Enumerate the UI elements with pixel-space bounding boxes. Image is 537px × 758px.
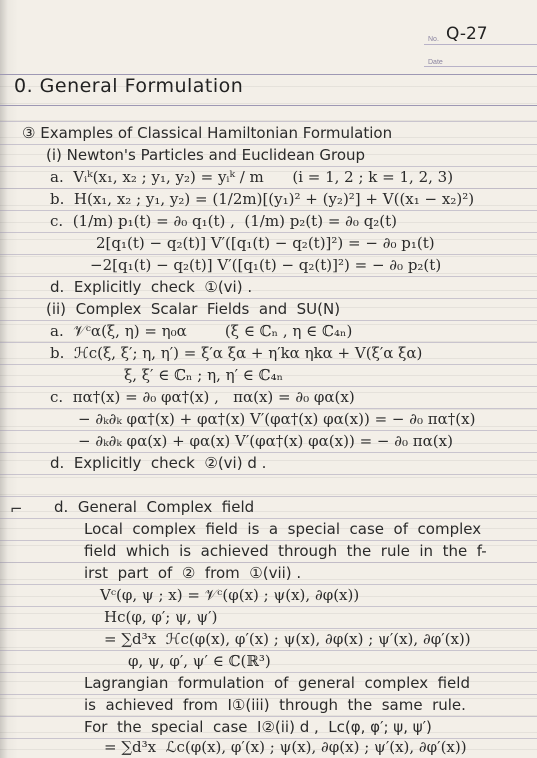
text-line: field which is achieved through the rule in the f- <box>84 542 487 560</box>
subsection-heading: (i) Newton's Particles and Euclidean Group <box>46 146 366 164</box>
margin-mark: ⌐ <box>10 500 23 518</box>
equation-line: c. (1/m) p₁(t) = ∂₀ q₁(t) , (1/m) p₂(t) = ∂₀ q₂(t) <box>50 212 398 230</box>
equation-line: Vᶜ(φ, ψ ; x) = 𝒱ᶜ(φ(x) ; ψ(x), ∂φ(x)) <box>100 586 360 604</box>
equation-line: b. H(x₁, x₂ ; y₁, y₂) = (1/2m)[(y₁)² + (y₂)²] + V((x₁ − x₂)²) <box>50 190 475 208</box>
equation-line: −2[q₁(t) − q₂(t)] V′([q₁(t) − q₂(t)]²) = − ∂₀ p₂(t) <box>90 256 442 274</box>
equation-line: ξ, ξ′ ∈ ℂₙ ; η, η′ ∈ ℂ₄ₙ <box>124 366 284 384</box>
date-underline <box>424 66 537 67</box>
rule-line <box>0 474 537 475</box>
text-line: d. Explicitly check ①(vi) . <box>50 278 253 296</box>
equation-line: φ, ψ, φ′, ψ′ ∈ ℂ(ℝ³) <box>128 652 271 670</box>
equation-line: 2[q₁(t) − q₂(t)] V′([q₁(t) − q₂(t)]²) = − ∂₀ p₁(t) <box>96 234 435 252</box>
equation-line: = ∑d³x ℋc(φ(x), φ′(x) ; ψ(x), ∂φ(x) ; ψ′(x), ∂φ′(x)) <box>104 630 471 648</box>
text-line: is achieved from Ⅰ①(iii) through the same rule. <box>84 696 466 714</box>
equation-line: Hc(φ, φ′; ψ, ψ′) <box>104 608 218 626</box>
subsection-heading: d. General Complex field <box>54 498 255 516</box>
text-line: Lagrangian formulation of general complex field <box>84 674 470 692</box>
text-line: For the special case Ⅰ②(ii) d , Lc(φ, φ′; ψ, ψ′) <box>84 718 432 736</box>
equation-line: a. 𝒱ᶜα(ξ, η) = η₀α (ξ ∈ ℂₙ , η ∈ ℂ₄ₙ) <box>50 322 353 340</box>
equation-line: − ∂ₖ∂ₖ φα†(x) + φα†(x) V′(φα†(x) φα(x)) = − ∂₀ πα†(x) <box>78 410 476 428</box>
equation-line: a. Vᵢᵏ(x₁, x₂ ; y₁, y₂) = yᵢᵏ / m (i = 1, 2 ; k = 1, 2, 3) <box>50 168 454 186</box>
rule-line <box>0 606 537 607</box>
no-label: No. <box>428 36 439 43</box>
equation-line: = ∑d³x ℒc(φ(x), φ′(x) ; ψ(x), ∂φ(x) ; ψ′(x), ∂φ′(x)) <box>104 738 467 756</box>
page-title: 0. General Formulation <box>14 75 244 97</box>
date-label: Date <box>428 59 443 66</box>
equation-line: c. πα†(x) = ∂₀ φα†(x) , πα(x) = ∂₀ φα(x) <box>50 388 355 406</box>
page-number: Q-27 <box>446 24 488 44</box>
text-line: d. Explicitly check ②(vi) d . <box>50 454 267 472</box>
equation-line: − ∂ₖ∂ₖ φα(x) + φα(x) V′(φα†(x) φα(x)) = − ∂₀ πα(x) <box>78 432 453 450</box>
equation-line: b. ℋc(ξ, ξ′; η, η′) = ξ′α ξα + η′kα ηkα + V(ξ′α ξα) <box>50 344 423 362</box>
rule-line <box>0 121 537 122</box>
no-underline <box>424 44 537 45</box>
page-shadow <box>0 0 8 758</box>
text-line: Local complex field is a special case of complex <box>84 520 482 538</box>
text-line: irst part of ② from ①(vii) . <box>84 564 302 582</box>
subsection-heading: (ii) Complex Scalar Fields and SU(N) <box>46 300 341 318</box>
section-heading: ③ Examples of Classical Hamiltonian Formulation <box>22 124 393 142</box>
